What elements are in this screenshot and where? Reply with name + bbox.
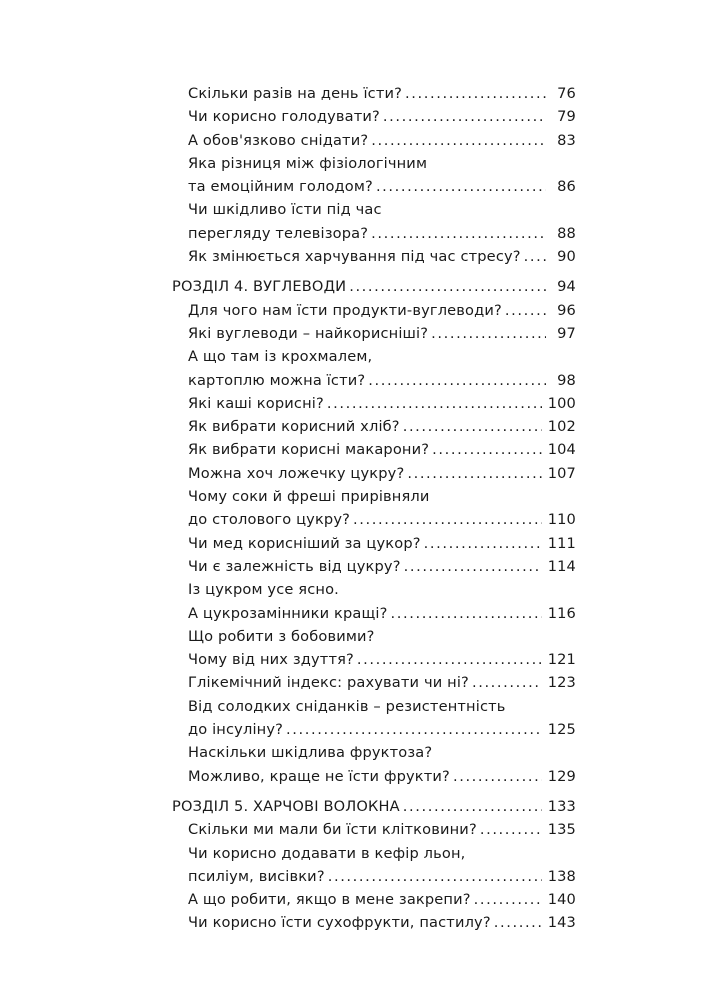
dot-leader [407, 462, 541, 485]
dot-leader [371, 129, 546, 152]
toc-entry [172, 82, 576, 105]
toc-entry-title-line: Глікемічний індекс: рахувати чи ні? [188, 674, 469, 692]
dot-leader [371, 222, 546, 245]
toc-entry [172, 695, 576, 742]
toc-entry [172, 392, 576, 415]
toc-entry [172, 625, 576, 672]
toc-entry [172, 741, 576, 788]
page-number: 86 [557, 178, 576, 196]
toc-entry-title-line: Чи мед корисніший за цукор? [188, 534, 421, 552]
dot-leader [368, 369, 546, 392]
page-number: 129 [547, 767, 576, 785]
toc-entry-title-line: Чи корисно додавати в кефір льон, [188, 844, 466, 862]
toc-entry-title-line: Наскільки шкідлива фруктоза? [188, 744, 433, 762]
toc-entry [172, 555, 576, 578]
toc-entry-title-line: Чи шкідливо їсти під час [188, 201, 382, 219]
page-number: 140 [547, 891, 576, 909]
toc-entry [172, 299, 576, 322]
page-number: 123 [547, 674, 576, 692]
toc-entry [172, 152, 576, 199]
toc-entry-title-line: А що там із крохмалем, [188, 348, 373, 366]
page-number: 104 [547, 441, 576, 459]
dot-leader [524, 245, 546, 268]
page-number: 114 [547, 557, 576, 575]
toc-entry-title-line: Можна хоч ложечку цукру? [188, 464, 405, 482]
page-number: 111 [547, 534, 576, 552]
toc-entry [172, 485, 576, 532]
toc-entry-title-line: Як вибрати корисний хліб? [188, 418, 400, 436]
toc-entry [172, 322, 576, 345]
toc-entry [172, 438, 576, 461]
toc-entry [172, 245, 576, 268]
dot-leader [376, 175, 546, 198]
dot-leader [353, 508, 542, 531]
page-number: 94 [557, 278, 576, 296]
toc-entry [172, 818, 576, 841]
dot-leader [474, 888, 542, 911]
toc-entry-title-line: А обов'язково снідати? [188, 131, 369, 149]
toc-entry-title-line: Чи є залежність від цукру? [188, 557, 401, 575]
toc-entry-title-line: Для чого нам їсти продукти-вуглеводи? [188, 301, 502, 319]
dot-leader [404, 555, 542, 578]
toc-entry-title-line: Які каші корисні? [188, 394, 324, 412]
toc-entry [172, 198, 576, 245]
toc-entry-title-line: РОЗДІЛ 5. ХАРЧОВІ ВОЛОКНА [172, 797, 400, 815]
dot-leader [403, 415, 542, 438]
toc-entry-title-line: Скільки разів на день їсти? [188, 85, 403, 102]
toc-entry-title-line: Яка різниця між фізіологічним [188, 154, 428, 172]
dot-leader [505, 299, 546, 322]
toc-entry-title-line: Які вуглеводи – найкорисніші? [188, 324, 429, 342]
toc-entry-title-line: перегляду телевізора? [188, 224, 369, 242]
toc-entry [172, 105, 576, 128]
dot-leader [328, 865, 542, 888]
toc-entry-title-line: до столового цукру? [188, 511, 351, 529]
toc-entry-title-line: А що робити, якщо в мене закрепи? [188, 891, 471, 909]
toc-entry-title-line: Як змінюється харчування під час стресу? [188, 248, 521, 266]
dot-leader [383, 105, 546, 128]
page-number: 90 [557, 248, 576, 266]
dot-leader [357, 648, 542, 671]
page-number: 76 [557, 85, 576, 102]
table-of-contents [172, 82, 576, 935]
toc-entry [172, 129, 576, 152]
dot-leader [453, 765, 542, 788]
page-number: 83 [557, 131, 576, 149]
toc-entry-title-line: Що робити з бобовими? [188, 627, 375, 645]
page-number: 116 [547, 604, 576, 622]
page-number: 97 [557, 324, 576, 342]
page-number: 138 [547, 867, 576, 885]
page-number: 100 [547, 394, 576, 412]
page-number: 102 [547, 418, 576, 436]
toc-entry-title-line: до інсуліну? [188, 721, 284, 739]
toc-entry-title-line: Чому соки й фреші прирівняли [188, 488, 430, 506]
toc-entry-title-line: Можливо, краще не їсти фрукти? [188, 767, 450, 785]
page-number: 98 [557, 371, 576, 389]
page-number: 143 [547, 914, 576, 932]
toc-entry-title-line: Чи корисно їсти сухофрукти, пастилу? [188, 914, 491, 932]
toc-entry-title-line: Від солодких сніданків – резистентність [188, 697, 506, 715]
dot-leader [405, 82, 546, 105]
dot-leader [349, 275, 546, 298]
toc-chapter [172, 795, 576, 818]
dot-leader [327, 392, 542, 415]
toc-entry [172, 671, 576, 694]
page-number: 79 [557, 108, 576, 126]
page-number: 107 [547, 464, 576, 482]
page-number: 133 [547, 797, 576, 815]
page-number: 110 [547, 511, 576, 529]
toc-entry [172, 578, 576, 625]
toc-entry [172, 415, 576, 438]
toc-entry [172, 888, 576, 911]
toc-entry [172, 842, 576, 889]
dot-leader [480, 818, 542, 841]
page-number: 121 [547, 651, 576, 669]
toc-entry-title-line: Чи корисно голодувати? [188, 108, 380, 126]
toc-entry-title-line: псиліум, висівки? [188, 867, 325, 885]
toc-entry-title-line: А цукрозамінники кращі? [188, 604, 388, 622]
page-number: 125 [547, 721, 576, 739]
toc-entry-title-line: Як вибрати корисні макарони? [188, 441, 430, 459]
toc-entry [172, 345, 576, 392]
dot-leader [286, 718, 542, 741]
dot-leader [472, 671, 542, 694]
dot-leader [424, 532, 542, 555]
dot-leader [494, 911, 542, 934]
toc-chapter [172, 275, 576, 298]
toc-entry [172, 462, 576, 485]
dot-leader [391, 602, 542, 625]
page-number: 96 [557, 301, 576, 319]
page-number: 88 [557, 224, 576, 242]
toc-entry-title-line: Із цукром усе ясно. [188, 581, 339, 599]
toc-entry-title-line: Чому від них здуття? [188, 651, 354, 669]
toc-entry-title-line: картоплю можна їсти? [188, 371, 366, 389]
dot-leader [431, 322, 546, 345]
toc-entry-title-line: РОЗДІЛ 4. ВУГЛЕВОДИ [172, 278, 347, 296]
toc-entry-title-line: Скільки ми мали би їсти клітковини? [188, 821, 477, 839]
dot-leader [403, 795, 542, 818]
page-number: 135 [547, 821, 576, 839]
toc-entry [172, 911, 576, 934]
dot-leader [432, 438, 542, 461]
toc-entry [172, 532, 576, 555]
toc-entry-title-line: та емоційним голодом? [188, 178, 373, 196]
